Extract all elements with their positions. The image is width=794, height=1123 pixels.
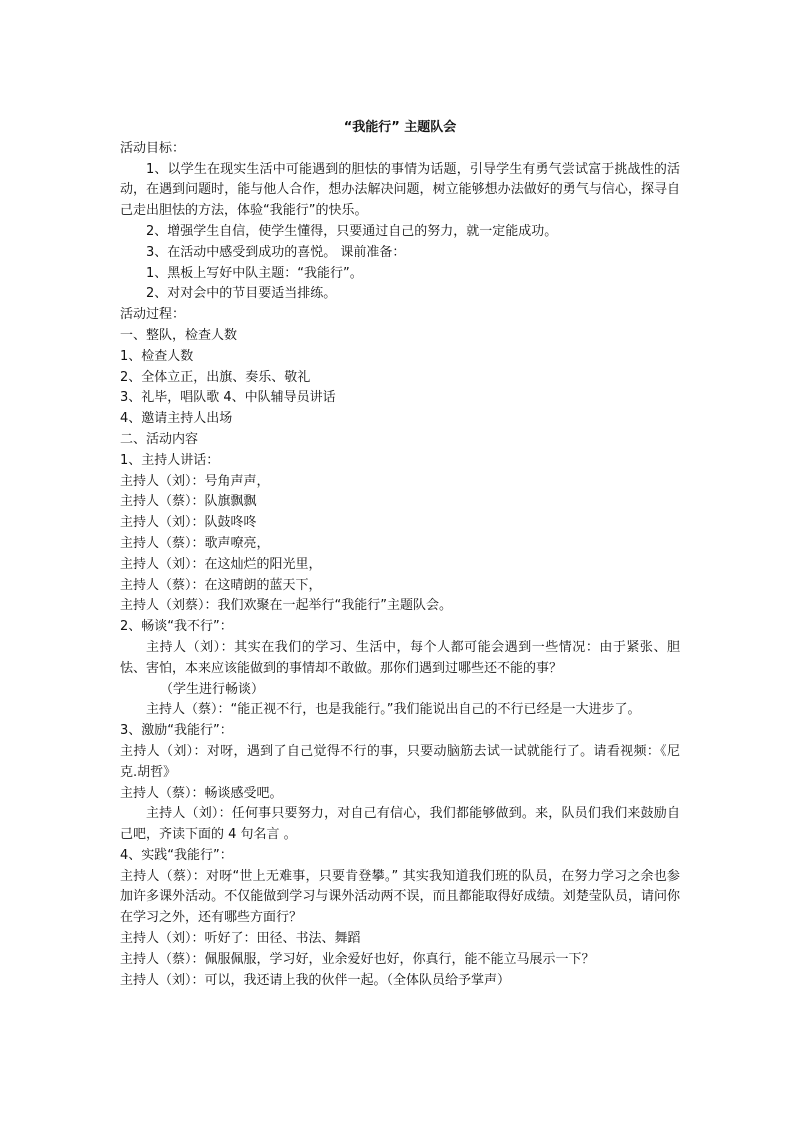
goals-heading: 活动目标：: [120, 140, 186, 156]
host-line-liu-2: 主持人（刘）：队鼓咚咚: [120, 515, 257, 531]
step-1: 1、检查人数: [120, 348, 194, 364]
prep-2: 2、对对会中的节目要适当排练。: [146, 286, 337, 302]
encourage-paragraph-2: 主持人（刘）：任何事只要努力，对自己有信心，我们都能够做到。来，队员们我们来鼓励自己吧，齐读下面的 4 句名言 。: [120, 806, 680, 843]
host-line-liu-1: 主持人（刘）：号角声声，: [120, 473, 270, 489]
host-line-cai-3: 主持人（蔡）：在这晴朗的蓝天下，: [120, 577, 322, 593]
talk-heading: 2、畅谈“我不行”：: [120, 619, 233, 635]
host-line-cai-1: 主持人（蔡）：队旗飘飘: [120, 494, 257, 510]
section-2: 二、活动内容: [120, 431, 199, 447]
document-content: [120, 118, 680, 991]
talk-paragraph-2: 主持人（蔡）：“能正视不行，也是我能行。”我们能说出自己的不行已经是一大进步了。: [146, 702, 641, 718]
host-line-cai-2: 主持人（蔡）：歌声嘹亮，: [120, 535, 270, 551]
host-intro: 1、主持人讲话：: [120, 452, 220, 468]
host-line-liu-3: 主持人（刘）：在这灿烂的阳光里，: [120, 556, 322, 572]
encourage-line: 主持人（蔡）：畅谈感受吧。: [120, 785, 283, 801]
process-heading: 活动过程：: [120, 307, 186, 323]
goal-2: 2、增强学生自信，使学生懂得，只要通过自己的努力，就一定能成功。: [146, 223, 558, 239]
practice-line-1: 主持人（刘）：听好了：田径、书法、舞蹈: [120, 931, 361, 947]
practice-line-3: 主持人（刘）：可以，我还请上我的伙伴一起。（全体队员给予掌声）: [120, 972, 511, 988]
talk-paragraph-1: 主持人（刘）：其实在我们的学习、生活中，每个人都可能会遇到一些情况：由于紧张、胆怯、害怕，本来应该能做到的事情却不敢做。那你们遇到过哪些还不能的事？: [120, 639, 680, 676]
step-3: 3、礼毕，唱队歌 4、中队辅导员讲话: [120, 390, 336, 406]
step-2: 2、全体立正，出旗、奏乐、敬礼: [120, 369, 311, 385]
encourage-heading: 3、激励“我能行”：: [120, 723, 233, 739]
host-line-both: 主持人（刘蔡）：我们欢聚在一起举行“我能行”主题队会。: [120, 598, 452, 614]
goal-3: 3、在活动中感受到成功的喜悦。 课前准备：: [146, 244, 406, 260]
step-4: 4、邀请主持人出场: [120, 411, 233, 427]
document-title: “我能行” 主题队会: [343, 120, 457, 135]
section-1: 一、整队，检查人数: [120, 327, 238, 343]
practice-paragraph-1: 主持人（蔡）：对呀“世上无难事，只要肯登攀。” 其实我知道我们班的队员，在努力学习之余也参加许多课外活动。不仅能做到学习与课外活动两不误，而且都能取得好成绩。刘楚莹队员，请问你在学习之外，还有哪些方面行？: [120, 868, 680, 926]
talk-note: （学生进行畅谈）: [160, 681, 265, 697]
practice-heading: 4、实践“我能行”：: [120, 847, 233, 863]
prep-1: 1、黑板上写好中队主题：“我能行”。: [146, 265, 363, 281]
practice-line-2: 主持人（蔡）：佩服佩服，学习好，业余爱好也好，你真行，能不能立马展示一下？: [120, 951, 595, 967]
encourage-paragraph-1: 主持人（刘）：对呀，遇到了自己觉得不行的事，只要动脑筋去试一试就能行了。请看视频：《尼克.胡哲》: [120, 743, 680, 780]
goal-1: 1、以学生在现实生活中可能遇到的胆怯的事情为话题，引导学生有勇气尝试富于挑战性的活动，在遇到问题时，能与他人合作，想办法解决问题，树立能够想办法做好的勇气与信心，探寻自己走出胆怯的方法，体验“我能行”的快乐。: [120, 161, 680, 219]
